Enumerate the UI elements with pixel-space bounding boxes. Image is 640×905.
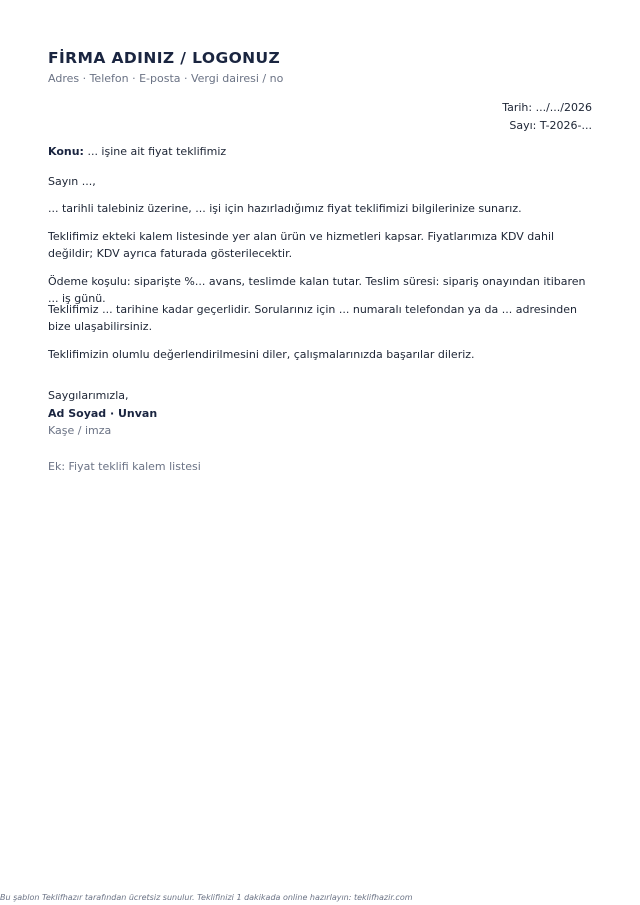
company-contact-info: Adres · Telefon · E-posta · Vergi dairesi / no <box>48 72 284 85</box>
subject-text: ... işine ait fiyat teklifimiz <box>83 145 227 158</box>
salutation: Saygılarımızla, <box>48 389 129 402</box>
greeting: Sayın ..., <box>48 175 96 188</box>
signature-block <box>48 387 157 440</box>
signer-name: Ad Soyad · Unvan <box>48 406 158 420</box>
footer-note: Bu şablon Teklifhazır tarafından ücretsiz sunulur. Teklifinizi 1 dakikada online hazırlayın: teklifhazir.com <box>0 893 413 902</box>
paragraph-payment: Ödeme koşulu: siparişte %... avans, teslimde kalan tutar. Teslim süresi: sipariş onayından itibaren ... iş günü. <box>48 275 586 305</box>
letter-meta <box>502 99 592 134</box>
letter-number: Sayı: T-2026-... <box>509 118 592 132</box>
company-name: FİRMA ADINIZ / LOGONUZ <box>48 49 281 67</box>
paragraph-validity: Teklifimiz ... tarihine kadar geçerlidir. Sorularınız için ... numaralı telefondan ya da ... adresinden bize ulaşabilirsiniz. <box>48 303 577 333</box>
paragraph-closing: Teklifimizin olumlu değerlendirilmesini diler, çalışmalarınızda başarılar dileriz. <box>48 348 475 361</box>
subject-label: Konu: <box>48 145 84 158</box>
letter-subject <box>48 145 226 158</box>
stamp-signature: Kaşe / imza <box>48 424 112 437</box>
paragraph-intro: ... tarihli talebiniz üzerine, ... işi için hazırladığımız fiyat teklifimizi bilgilerinize sunarız. <box>48 202 522 215</box>
letter-date: Tarih: .../.../2026 <box>502 101 592 114</box>
paragraph-scope: Teklifimiz ekteki kalem listesinde yer alan ürün ve hizmetleri kapsar. Fiyatlarımıza KDV dahil değildir; KDV ayrıca faturada gösterilecektir. <box>48 230 555 260</box>
attachment-note: Ek: Fiyat teklifi kalem listesi <box>48 460 201 473</box>
